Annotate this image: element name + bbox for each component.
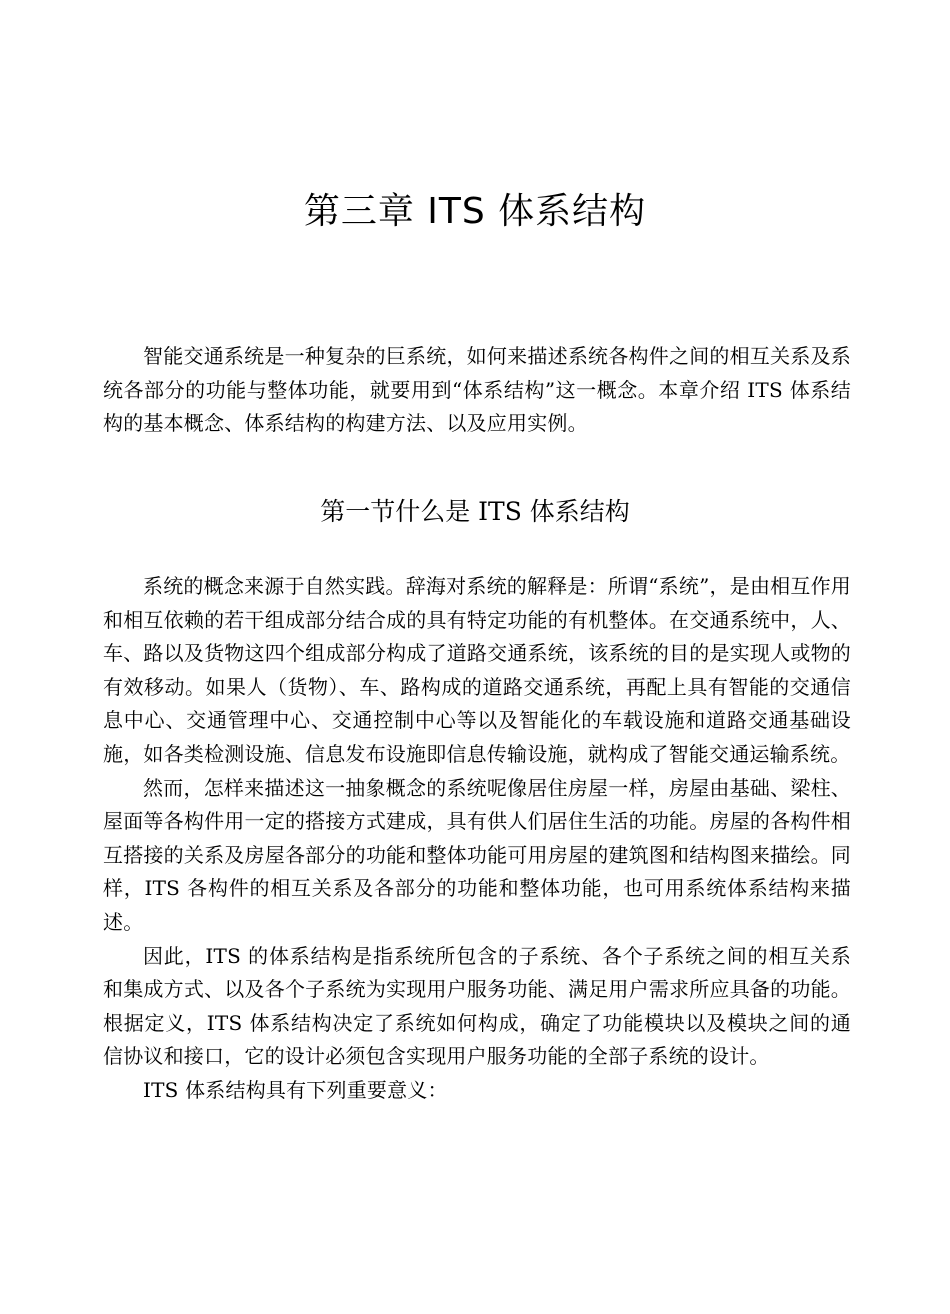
body-paragraph-3: 因此，ITS 的体系结构是指系统所包含的子系统、各个子系统之间的相互关系和集成方式、以及各个子系统为实现用户服务功能、满足用户需求所应具备的功能。根据定义，ITS 体系结构决定了系统如何构成，确定了功能模块以及模块之间的通信协议和接口，它的设计必须包含实现用户服务功能的全部子系统的设计。 xyxy=(103,943,851,1069)
section-title: 第一节什么是 ITS 体系结构 xyxy=(320,497,630,526)
body-paragraph-4: ITS 体系结构具有下列重要意义： xyxy=(143,1077,448,1102)
body-paragraph-1: 系统的概念来源于自然实践。辞海对系统的解释是：所谓“系统”，是由相互作用和相互依赖的若干组成部分结合成的具有特定功能的有机整体。在交通系统中，人、车、路以及货物这四个组成部分构成了道路交通系统，该系统的目的是实现人或物的有效移动。如果人（货物）、车、路构成的道路交通系统，再配上具有智能的交通信息中心、交通管理中心、交通控制中心等以及智能化的车载设施和道路交通基础设施，如各类检测设施、信息发布设施即信息传输设施，就构成了智能交通运输系统。 xyxy=(103,574,851,766)
chapter-title: 第三章 ITS 体系结构 xyxy=(303,191,647,232)
body-paragraph-2: 然而，怎样来描述这一抽象概念的系统呢像居住房屋一样，房屋由基础、梁柱、屋面等各构件用一定的搭接方式建成，具有供人们居住生活的功能。房屋的各构件相互搭接的关系及房屋各部分的功能和整体功能可用房屋的建筑图和结构图来描绘。同样，ITS 各构件的相互关系及各部分的功能和整体功能，也可用系统体系结构来描述。 xyxy=(103,775,851,934)
intro-paragraph: 智能交通系统是一种复杂的巨系统，如何来描述系统各构件之间的相互关系及系统各部分的功能与整体功能，就要用到“体系结构”这一概念。本章介绍 ITS 体系结构的基本概念、体系结构的构建方法、以及应用实例。 xyxy=(103,344,851,436)
section-body xyxy=(103,570,851,1108)
intro-block xyxy=(103,340,851,441)
